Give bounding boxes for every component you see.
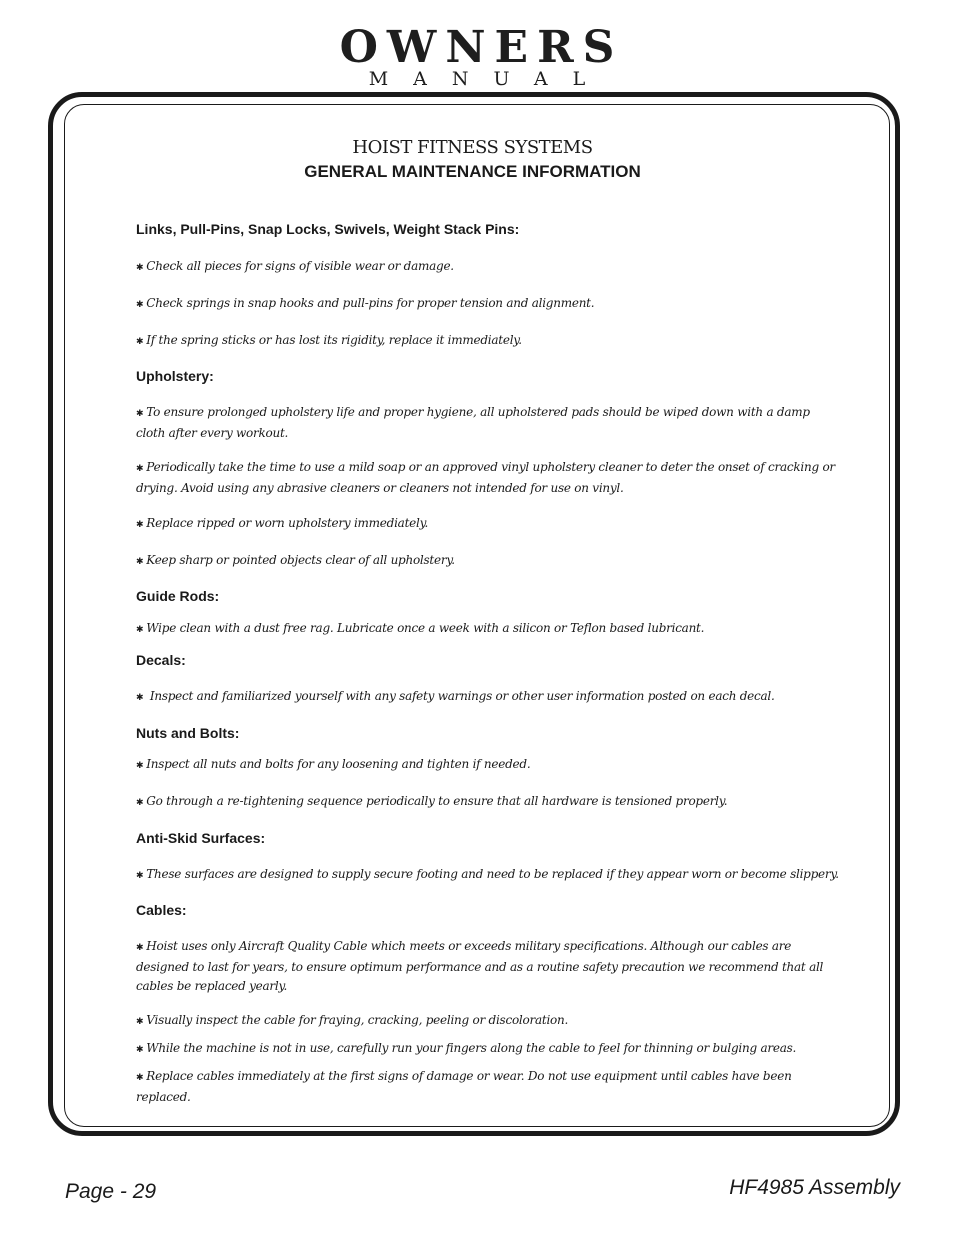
list-item: ✱ Replace cables immediately at the first signs of damage or wear. Do not use equipment until cables have been replaced. — [136, 1069, 792, 1104]
bullet-star-icon: ✱ — [136, 943, 144, 953]
bullet-star-icon: ✱ — [136, 1017, 144, 1027]
list-item: ✱ Inspect and familiarized yourself with any safety warnings or other user information posted on each decal. — [136, 687, 841, 708]
bullet-star-icon: ✱ — [136, 1073, 144, 1083]
list-item: ✱ Visually inspect the cable for fraying, cracking, peeling or discoloration. — [136, 1011, 841, 1032]
bullet-star-icon: ✱ — [136, 871, 144, 881]
list-item: ✱ Wipe clean with a dust free rag. Lubricate once a week with a silicon or Teflon based lubricant. — [136, 619, 841, 640]
list-item: ✱ Go through a re-tightening sequence periodically to ensure that all hardware is tensioned properly. — [136, 792, 841, 813]
list-item: ✱ Check springs in snap hooks and pull-pins for proper tension and alignment. — [136, 294, 841, 315]
list-item: ✱ These surfaces are designed to supply secure footing and need to be replaced if they appear worn or become slippery. — [136, 865, 841, 886]
section-heading-anti-skid: Anti-Skid Surfaces: — [136, 830, 266, 846]
bullet-star-icon: ✱ — [136, 409, 144, 419]
page-title: GENERAL MAINTENANCE INFORMATION — [304, 162, 641, 181]
section-heading-links: Links, Pull-Pins, Snap Locks, Swivels, Weight Stack Pins: — [136, 221, 520, 237]
section-heading-nuts-bolts: Nuts and Bolts: — [136, 725, 240, 741]
section-heading-guide-rods: Guide Rods: — [136, 588, 220, 604]
bullet-star-icon: ✱ — [136, 337, 144, 347]
list-item: ✱ Periodically take the time to use a mild soap or an approved vinyl upholstery cleaner to deter the onset of cracking or drying. Avoid using any abrasive cleaners or cleaners not intended for use on vinyl. — [136, 460, 835, 495]
masthead — [0, 22, 954, 90]
bullet-star-icon: ✱ — [136, 464, 144, 474]
list-item: ✱ If the spring sticks or has lost its rigidity, replace it immediately. — [136, 331, 841, 352]
masthead-title: OWNERS — [339, 22, 624, 73]
list-item: ✱ Check all pieces for signs of visible wear or damage. — [136, 257, 841, 278]
page-number: Page - 29 — [65, 1180, 157, 1203]
company-name: HOIST FITNESS SYSTEMS — [352, 137, 593, 158]
bullet-star-icon: ✱ — [136, 1045, 144, 1055]
section-heading-cables: Cables: — [136, 902, 187, 918]
list-item: ✱ Inspect all nuts and bolts for any loosening and tighten if needed. — [136, 755, 841, 776]
section-heading-upholstery: Upholstery: — [136, 368, 214, 384]
bullet-star-icon: ✱ — [136, 520, 144, 530]
bullet-star-icon: ✱ — [136, 761, 144, 771]
bullet-star-icon: ✱ — [136, 625, 144, 635]
bullet-star-icon: ✱ — [136, 693, 144, 703]
bullet-star-icon: ✱ — [136, 263, 144, 273]
list-item: ✱ Replace ripped or worn upholstery immediately. — [136, 514, 841, 535]
masthead-subtitle: MANUAL — [368, 68, 611, 90]
list-item: ✱ While the machine is not in use, carefully run your fingers along the cable to feel for thinning or bulging areas. — [136, 1039, 841, 1060]
list-item: ✱ To ensure prolonged upholstery life and proper hygiene, all upholstered pads should be wiped down with a damp cloth after every workout. — [136, 405, 810, 440]
model-label: HF4985 Assembly — [729, 1176, 900, 1199]
bullet-star-icon: ✱ — [136, 557, 144, 567]
bullet-star-icon: ✱ — [136, 798, 144, 808]
list-item: ✱ Keep sharp or pointed objects clear of all upholstery. — [136, 551, 841, 572]
section-heading-decals: Decals: — [136, 652, 186, 668]
list-item: ✱ Hoist uses only Aircraft Quality Cable which meets or exceeds military specifications. Although our cables are designed to last for years, to ensure optimum performance and as a routine safety precaution we recommend that all cables be replaced yearly. — [136, 939, 824, 993]
bullet-star-icon: ✱ — [136, 300, 144, 310]
